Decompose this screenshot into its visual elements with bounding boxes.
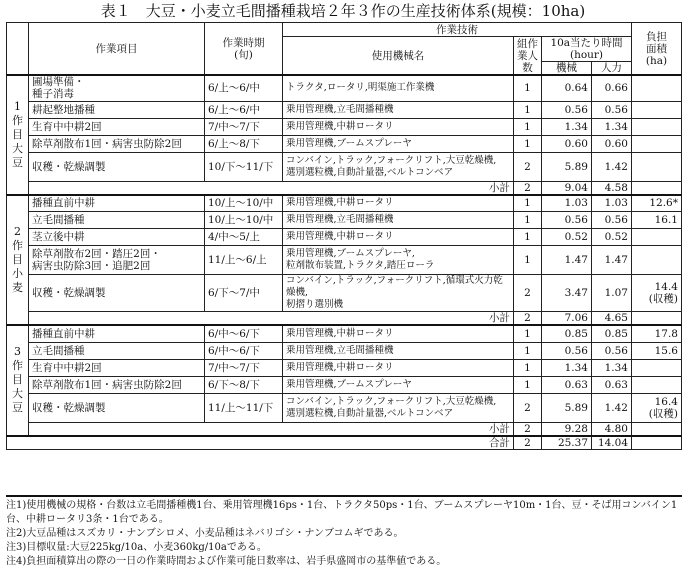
work-item: 立毛間播種: [29, 342, 205, 359]
header-machine: 使用機械名: [283, 37, 514, 76]
machine-hours: 0.52: [542, 229, 592, 246]
work-period: 10/上～10/中: [205, 212, 283, 229]
worker-count: 1: [514, 118, 542, 135]
header-area: 負担 面積 (ha): [632, 23, 682, 76]
work-period: 6/中～6/下: [205, 342, 283, 359]
subtotal-workers: 2: [514, 422, 542, 436]
machine-hours: 0.60: [542, 135, 592, 152]
worker-count: 1: [514, 325, 542, 342]
work-item: 播種直前中耕: [29, 325, 205, 342]
crop-group-char: 作: [12, 113, 23, 127]
header-people: 組作 業人 数: [514, 37, 542, 76]
burden-area: [632, 246, 682, 275]
human-hours: 0.63: [592, 376, 632, 393]
work-item: 収穫・乾燥調製: [29, 393, 205, 422]
subtotal-row: [7, 181, 682, 195]
table-row: [7, 152, 682, 181]
table-row: [7, 376, 682, 393]
burden-area: 16.1: [632, 212, 682, 229]
machine-hours: 1.03: [542, 195, 592, 212]
work-item: 生育中中耕2回: [29, 118, 205, 135]
burden-area: 14.4 (収穫): [632, 275, 682, 312]
work-period: 7/中～7/下: [205, 118, 283, 135]
total-label: 合計: [7, 436, 514, 450]
human-hours: 1.47: [592, 246, 632, 275]
crop-group-label: [7, 325, 29, 436]
work-item: 圃場準備・ 種子消毒: [29, 75, 205, 101]
machine-hours: 5.89: [542, 393, 592, 422]
header-tech: 作業技術: [283, 23, 632, 37]
subtotal-human-hours: 4.65: [592, 312, 632, 326]
worker-count: 1: [514, 212, 542, 229]
work-period: 6/上～6/中: [205, 75, 283, 101]
human-hours: 1.42: [592, 393, 632, 422]
work-item: 立毛間播種: [29, 212, 205, 229]
machine-names: 乗用管理機,中耕ロータリ: [283, 325, 514, 342]
work-item: 除草剤散布1回・病害虫防除2回: [29, 376, 205, 393]
burden-area: [632, 75, 682, 101]
burden-area: [632, 376, 682, 393]
work-period: 6/上～6/中: [205, 101, 283, 118]
header-item: 作業項目: [29, 23, 205, 76]
table-row: [7, 342, 682, 359]
note-1: 注1)使用機械の規格・台数は立毛間播種機1台、乗用管理機16ps・1台、トラクタ50ps・1台、ブームスプレーヤ10m・1台、豆・そば用コンバイン1台、中耕ロータリ3条・1台である。: [6, 500, 678, 525]
header-group-blank: [7, 23, 29, 76]
table-row: [7, 212, 682, 229]
subtotal-area-blank: [632, 312, 682, 326]
worker-count: 2: [514, 275, 542, 312]
subtotal-row: [7, 312, 682, 326]
work-period: 6/下～8/下: [205, 376, 283, 393]
machine-names: 乗用管理機,中耕ロータリ: [283, 118, 514, 135]
work-item: 生育中中耕2回: [29, 359, 205, 376]
table-row: [7, 101, 682, 118]
table-title: 表１ 大豆・小麦立毛間播種栽培２年３作の生産技術体系(規模：10ha): [100, 2, 586, 20]
crop-group-char: 小: [12, 266, 23, 280]
total-workers: 2: [514, 436, 542, 450]
subtotal-row: [7, 422, 682, 436]
total-area-blank: [632, 436, 682, 450]
table-row: [7, 275, 682, 312]
human-hours: 0.66: [592, 75, 632, 101]
human-hours: 1.42: [592, 152, 632, 181]
worker-count: 1: [514, 376, 542, 393]
crop-group-char: 2: [14, 224, 21, 238]
machine-names: トラクタ,ロータリ,明渠施工作業機: [283, 75, 514, 101]
human-hours: 1.07: [592, 275, 632, 312]
machine-hours: 0.63: [542, 376, 592, 393]
crop-group-char: 目: [12, 252, 23, 266]
production-tech-table: [6, 22, 682, 450]
subtotal-human-hours: 4.58: [592, 181, 632, 195]
machine-hours: 0.56: [542, 212, 592, 229]
crop-group-label: [7, 75, 29, 195]
machine-hours: 1.47: [542, 246, 592, 275]
table-row: [7, 118, 682, 135]
subtotal-label: 小計: [29, 422, 514, 436]
work-period: 4/中～5/上: [205, 229, 283, 246]
machine-names: コンバイン,トラック,フォークリフト,大豆乾燥機, 選別選粒機,自動計量器,ベルトコンベア: [283, 393, 514, 422]
work-item: 除草剤散布2回・踏圧2回・ 病害虫防除3回・追肥2回: [29, 246, 205, 275]
machine-names: 乗用管理機,ブームスプレーヤ: [283, 135, 514, 152]
subtotal-machine-hours: 7.06: [542, 312, 592, 326]
human-hours: 0.52: [592, 229, 632, 246]
machine-hours: 0.64: [542, 75, 592, 101]
table-row: [7, 135, 682, 152]
work-item: 茎立後中耕: [29, 229, 205, 246]
work-period: 11/上～11/下: [205, 393, 283, 422]
burden-area: [632, 101, 682, 118]
work-period: 6/上～8/下: [205, 135, 283, 152]
work-item: 収穫・乾燥調製: [29, 275, 205, 312]
burden-area: 15.6: [632, 342, 682, 359]
human-hours: 0.85: [592, 325, 632, 342]
work-item: 播種直前中耕: [29, 195, 205, 212]
table-row: [7, 393, 682, 422]
worker-count: 1: [514, 195, 542, 212]
work-period: 7/中～7/下: [205, 359, 283, 376]
subtotal-human-hours: 4.80: [592, 422, 632, 436]
work-period: 10/上～10/中: [205, 195, 283, 212]
table-row: [7, 359, 682, 376]
crop-group-char: 豆: [12, 401, 23, 415]
crop-group-char: 大: [12, 387, 23, 401]
worker-count: 1: [514, 101, 542, 118]
subtotal-area-blank: [632, 181, 682, 195]
machine-hours: 0.85: [542, 325, 592, 342]
note-4: 注4)負担面積算出の際の一日の作業時間および作業可能日数率は、岩手県盛岡市の基準値である。: [6, 556, 447, 567]
machine-hours: 5.89: [542, 152, 592, 181]
human-hours: 0.60: [592, 135, 632, 152]
human-hours: 0.56: [592, 212, 632, 229]
burden-area: [632, 152, 682, 181]
work-period: 6/中～6/下: [205, 325, 283, 342]
machine-hours: 0.56: [542, 342, 592, 359]
subtotal-label: 小計: [29, 312, 514, 326]
work-item: 耕起整地播種: [29, 101, 205, 118]
table-row: [7, 229, 682, 246]
crop-group-label: [7, 195, 29, 326]
worker-count: 1: [514, 229, 542, 246]
work-period: 6/下～7/中: [205, 275, 283, 312]
machine-names: コンバイン,トラック,フォークリフト,循環式火力乾燥機, 籾摺り選別機: [283, 275, 514, 312]
header-period: 作業時期 (旬): [205, 23, 283, 76]
human-hours: 1.03: [592, 195, 632, 212]
crop-group-char: 作: [12, 238, 23, 252]
worker-count: 2: [514, 152, 542, 181]
crop-group-char: 3: [14, 345, 21, 359]
subtotal-machine-hours: 9.28: [542, 422, 592, 436]
human-hours: 0.56: [592, 342, 632, 359]
machine-names: コンバイン,トラック,フォークリフト,大豆乾燥機, 選別選粒機,自動計量器,ベルトコンベア: [283, 152, 514, 181]
header-row-1: [7, 23, 682, 37]
table-row: [7, 246, 682, 275]
burden-area: [632, 135, 682, 152]
subtotal-workers: 2: [514, 312, 542, 326]
machine-hours: 3.47: [542, 275, 592, 312]
human-hours: 1.34: [592, 359, 632, 376]
machine-hours: 1.34: [542, 359, 592, 376]
crop-group-char: 麦: [12, 280, 23, 294]
crop-group-char: 目: [12, 127, 23, 141]
burden-area: 16.4 (収穫): [632, 393, 682, 422]
machine-hours: 1.34: [542, 118, 592, 135]
crop-group-char: 大: [12, 141, 23, 155]
notes: [6, 495, 682, 569]
worker-count: 1: [514, 342, 542, 359]
human-hours: 1.34: [592, 118, 632, 135]
burden-area: [632, 229, 682, 246]
work-period: 10/下～11/下: [205, 152, 283, 181]
worker-count: 1: [514, 75, 542, 101]
burden-area: 17.8: [632, 325, 682, 342]
machine-names: 乗用管理機,立毛間播種機: [283, 342, 514, 359]
crop-group-char: 豆: [12, 155, 23, 169]
machine-hours: 0.56: [542, 101, 592, 118]
crop-group-char: 目: [12, 373, 23, 387]
crop-group-char: 作: [12, 359, 23, 373]
burden-area: [632, 118, 682, 135]
table-body: [7, 75, 682, 449]
machine-names: 乗用管理機,立毛間播種機: [283, 101, 514, 118]
worker-count: 1: [514, 135, 542, 152]
total-machine-hours: 25.37: [542, 436, 592, 450]
work-period: 11/上～6/上: [205, 246, 283, 275]
burden-area: [632, 359, 682, 376]
crop-group-char: 1: [14, 99, 21, 113]
header-human: 人力: [592, 62, 632, 76]
machine-names: 乗用管理機,ブームスプレーヤ: [283, 376, 514, 393]
machine-names: 乗用管理機,中耕ロータリ: [283, 359, 514, 376]
total-human-hours: 14.04: [592, 436, 632, 450]
table-row: [7, 195, 682, 212]
subtotal-area-blank: [632, 422, 682, 436]
worker-count: 1: [514, 246, 542, 275]
table-row: [7, 75, 682, 101]
machine-names: 乗用管理機,中耕ロータリ: [283, 195, 514, 212]
burden-area: 12.6*: [632, 195, 682, 212]
total-row: [7, 436, 682, 450]
human-hours: 0.56: [592, 101, 632, 118]
header-mach: 機械: [542, 62, 592, 76]
machine-names: 乗用管理機,中耕ロータリ: [283, 229, 514, 246]
note-2: 注2)大豆品種はスズカリ・ナンブシロメ、小麦品種はネバリゴシ・ナンブコムギである。: [6, 528, 404, 539]
work-item: 収穫・乾燥調製: [29, 152, 205, 181]
subtotal-machine-hours: 9.04: [542, 181, 592, 195]
machine-names: 乗用管理機,ブームスプレーヤ, 粒剤散布装置,トラクタ,踏圧ローラ: [283, 246, 514, 275]
machine-names: 乗用管理機,立毛間播種機: [283, 212, 514, 229]
note-3: 注3)目標収量:大豆225kg/10a、小麦360kg/10aである。: [6, 542, 267, 553]
worker-count: 1: [514, 359, 542, 376]
header-hours: 10a当たり時間 (hour): [542, 37, 632, 62]
subtotal-workers: 2: [514, 181, 542, 195]
tech-table-wrap: [6, 22, 681, 450]
subtotal-label: 小計: [29, 181, 514, 195]
table-row: [7, 325, 682, 342]
work-item: 除草剤散布1回・病害虫防除2回: [29, 135, 205, 152]
worker-count: 2: [514, 393, 542, 422]
